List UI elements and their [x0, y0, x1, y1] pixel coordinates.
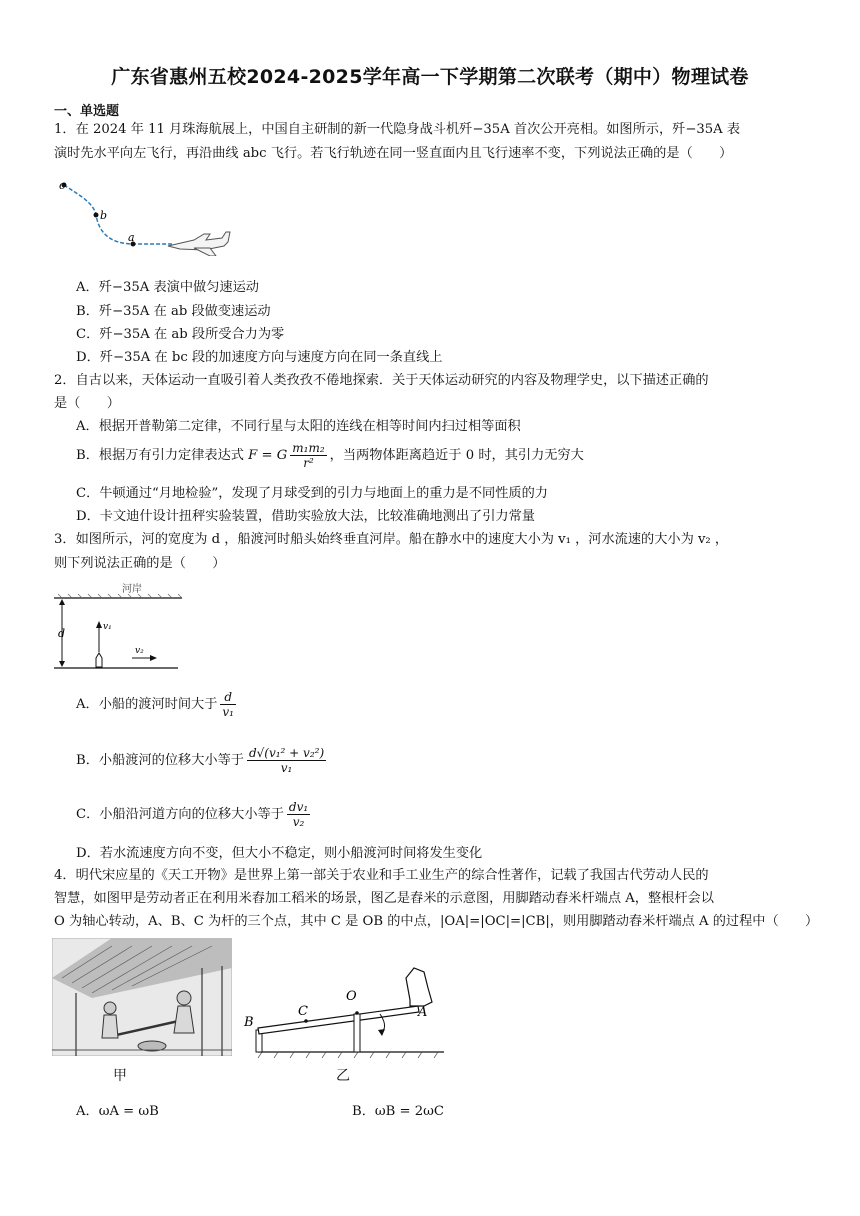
q2-stem-line1: 2．自古以来，天体运动一直吸引着人类孜孜不倦地探索．关于天体运动研究的内容及物理学史，以下描述正确的 [54, 373, 709, 388]
q1-option-b: B．歼−35A 在 ab 段做变速运动 [76, 304, 271, 319]
q3-option-b: B．小船渡河的位移大小等于 $\frac{\text{d√(v₁² + v₂²)}}{\text{v₁}}$ [76, 746, 325, 775]
q4-stem-line1: 4．明代宋应星的《天工开物》是世界上第一部关于农业和手工业生产的综合性著作，记载了我国古代劳动人民的 [54, 868, 709, 883]
q4-figure-caption-right: 乙 [336, 1068, 350, 1084]
q2-stem-line2: 是（ ） [54, 396, 120, 411]
q1-option-d: D．歼−35A 在 bc 段的加速度方向与速度方向在同一条直线上 [76, 350, 443, 365]
q4-label-A: A [418, 1005, 428, 1020]
q1-label-c: c [59, 179, 66, 192]
q3-option-a: A．小船的渡河时间大于 $\frac{d}{\text{v₁}}$ [76, 690, 234, 719]
q4-label-C: C [298, 1004, 308, 1019]
q3-label-d: d [58, 627, 66, 640]
q1-stem-line1: 1．在 2024 年 11 月珠海航展上，中国自主研制的新一代隐身战斗机歼−35A 首次公开亮相。如图所示，歼−35A 表 [54, 122, 741, 137]
q3-stem-line1: 3．如图所示，河的宽度为 d ，船渡河时船头始终垂直河岸。船在静水中的速度大小为 v₁ ，河水流速的大小为 v₂ ， [54, 532, 729, 547]
q2-option-a: A．根据开普勒第二定律，不同行星与太阳的连线在相等时间内扫过相等面积 [76, 419, 521, 434]
boat-icon [96, 653, 102, 667]
q2-option-c: C．牛顿通过“月地检验”，发现了月球受到的引力与地面上的重力是不同性质的力 [76, 486, 548, 501]
q3-river-figure [54, 580, 184, 674]
q4-lever-diagram [238, 960, 448, 1060]
q1-option-a: A．歼−35A 表演中做匀速运动 [76, 280, 259, 295]
q2-option-d: D．卡文迪什设计扭秤实验装置，借助实验放大法，比较准确地测出了引力常量 [76, 509, 535, 524]
q4-stem-line2: 智慧，如图甲是劳动者正在利用米舂加工稻米的场景，图乙是舂米的示意图，用脚踏动舂米杆端点 A，整根杆会以 [54, 891, 714, 906]
section-heading: 一、单选题 [54, 104, 120, 119]
q1-label-a: a [128, 231, 135, 244]
q3-label-v1: v₁ [103, 622, 112, 632]
page-title: 广东省惠州五校2024-2025学年高一下学期第二次联考（期中）物理试卷 [111, 66, 749, 88]
q4-label-O: O [346, 989, 357, 1004]
q3-option-d: D．若水流速度方向不变，但大小不稳定，则小船渡河时间将发生变化 [76, 846, 483, 861]
q1-option-c: C．歼−35A 在 ab 段所受合力为零 [76, 327, 285, 342]
q3-label-v2: v₂ [135, 646, 144, 656]
q4-option-a: A．ωA = ωB [76, 1104, 159, 1119]
q4-woodcut-illustration [52, 938, 232, 1056]
boot-icon [406, 968, 432, 1006]
q1-stem-line2: 演时先水平向左飞行，再沿曲线 abc 飞行。若飞行轨迹在同一竖直面内且飞行速率不变，下列说法正确的是（ ） [54, 146, 733, 161]
q4-label-B: B [244, 1015, 254, 1030]
q3-option-c: C．小船沿河道方向的位移大小等于 $\frac{\text{dv₁}}{\text{v₂}}$ [76, 800, 309, 829]
q3-stem-line2: 则下列说法正确的是（ ） [54, 556, 226, 571]
q4-option-b: B．ωB = 2ωC [352, 1104, 444, 1119]
q3-bank-label: 河岸 [122, 584, 142, 595]
fighter-jet-icon [168, 232, 230, 256]
q4-stem-line3: O 为轴心转动，A、B、C 为杆的三个点，其中 C 是 OB 的中点，|OA|=|OC|=|CB|，则用脚踏动舂米杆端点 A 的过程中（ ） [54, 914, 819, 929]
q1-label-b: b [100, 209, 108, 222]
q1-flight-path-figure [54, 172, 234, 256]
q2-option-b: B．根据万有引力定律表达式 F = G $\frac{\text{m₁m₂}}{\text{r²}}$ ，当两物体距离趋近于 0 时，其引力无穷大 [76, 441, 584, 470]
q4-figure-caption-left: 甲 [113, 1068, 127, 1084]
